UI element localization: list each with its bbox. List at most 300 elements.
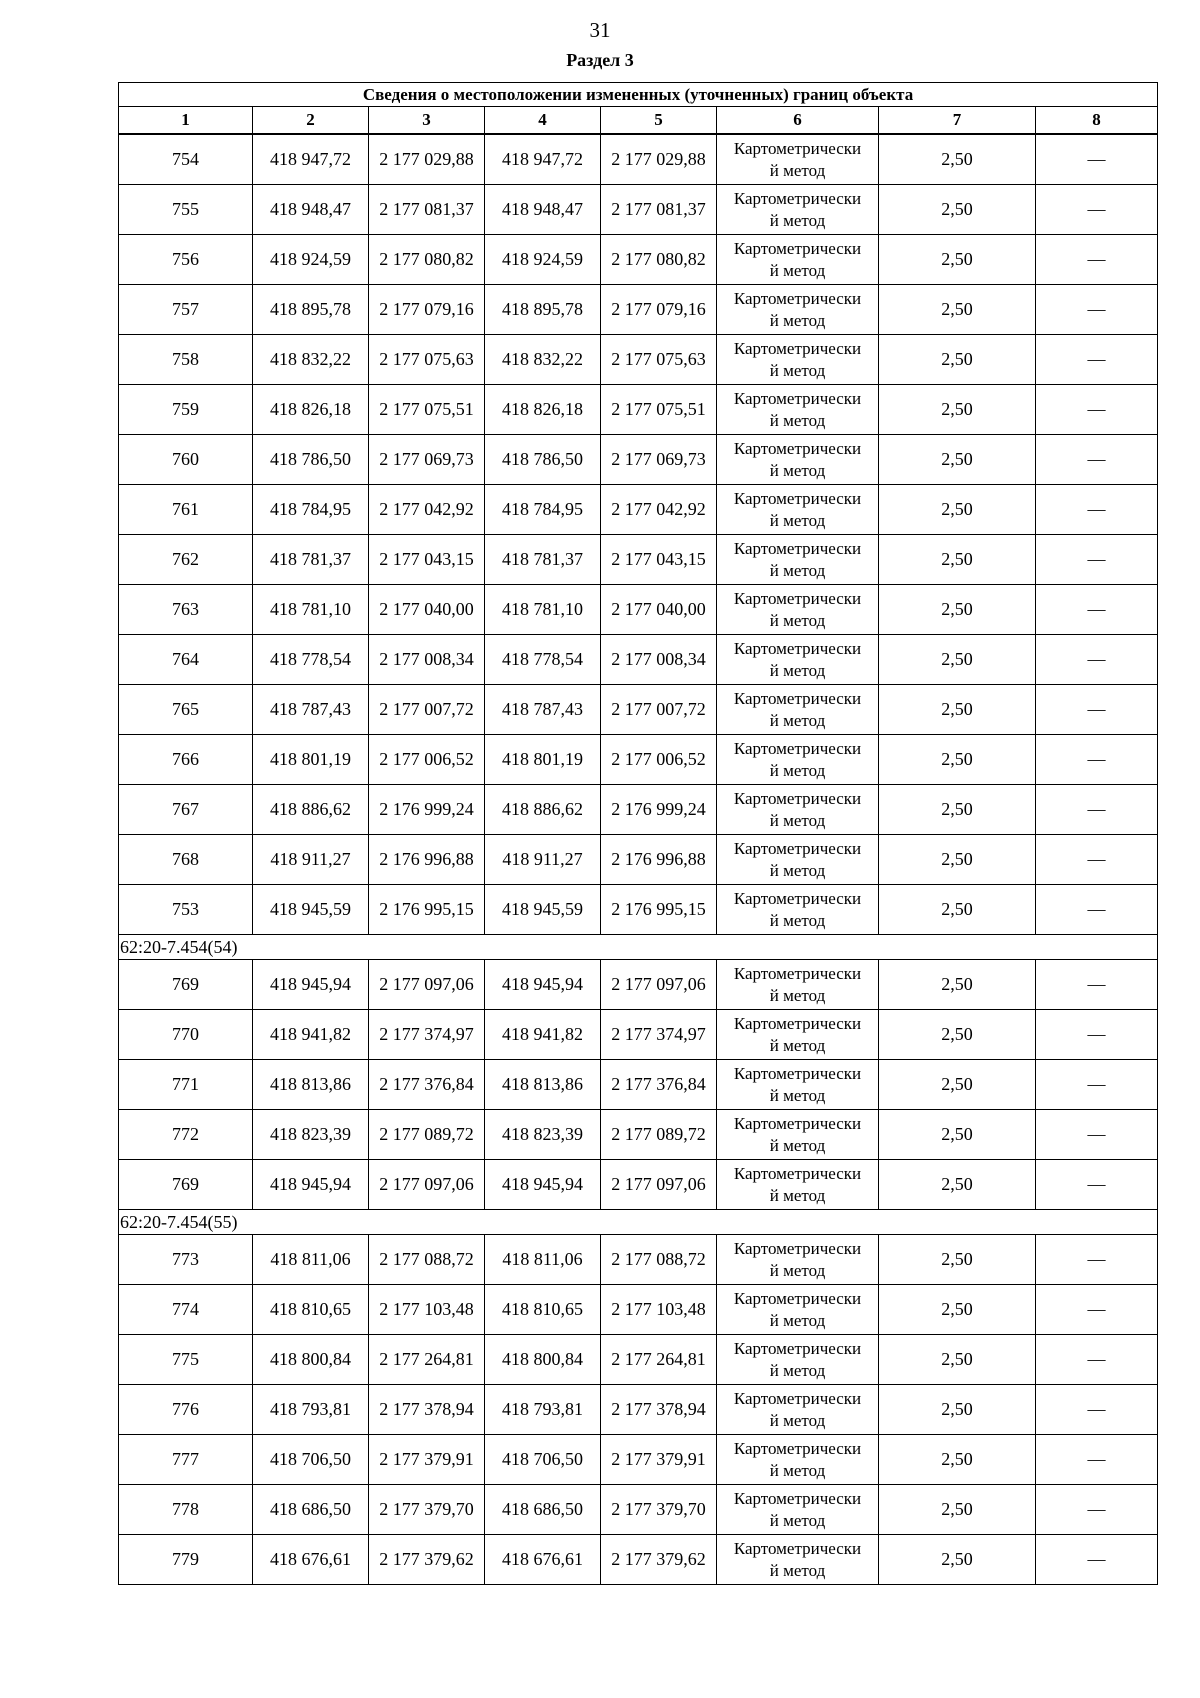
description-cell: — (1036, 435, 1158, 485)
method-text-line2: й метод (769, 1035, 826, 1055)
accuracy-cell: 2,50 (879, 1235, 1036, 1285)
method-cell (717, 1435, 879, 1485)
description-cell: — (1036, 685, 1158, 735)
x-old-cell: 418 947,72 (253, 134, 369, 185)
y-new-cell: 2 177 097,06 (601, 1160, 717, 1210)
method-cell (717, 885, 879, 935)
table-row (119, 1535, 1158, 1585)
method-text-line1: Картометрически (733, 838, 862, 858)
y-old-cell: 2 177 097,06 (369, 960, 485, 1010)
x-new-cell: 418 778,54 (485, 635, 601, 685)
table-row (119, 185, 1158, 235)
x-old-cell: 418 945,94 (253, 960, 369, 1010)
description-cell: — (1036, 535, 1158, 585)
description-cell: — (1036, 1435, 1158, 1485)
description-cell: — (1036, 960, 1158, 1010)
x-new-cell: 418 793,81 (485, 1385, 601, 1435)
x-new-cell: 418 924,59 (485, 235, 601, 285)
y-old-cell: 2 177 042,92 (369, 485, 485, 535)
method-text-line2: й метод (769, 1135, 826, 1155)
accuracy-cell: 2,50 (879, 685, 1036, 735)
method-cell (717, 1385, 879, 1435)
method-text-line2: й метод (769, 260, 826, 280)
column-header: 3 (369, 107, 485, 135)
y-new-cell: 2 177 103,48 (601, 1285, 717, 1335)
y-old-cell: 2 177 379,70 (369, 1485, 485, 1535)
description-cell: — (1036, 1335, 1158, 1385)
method-text-line1: Картометрически (733, 1388, 862, 1408)
x-old-cell: 418 810,65 (253, 1285, 369, 1335)
method-text-line2: й метод (769, 860, 826, 880)
y-new-cell: 2 177 029,88 (601, 134, 717, 185)
method-cell (717, 1110, 879, 1160)
point-number-cell: 756 (119, 235, 253, 285)
parcel-separator-row (119, 1210, 1158, 1235)
method-text-line1: Картометрически (733, 438, 862, 458)
point-number-cell: 753 (119, 885, 253, 935)
table-row (119, 1235, 1158, 1285)
method-text-line1: Картометрически (733, 638, 862, 658)
point-number-cell: 758 (119, 335, 253, 385)
description-cell: — (1036, 885, 1158, 935)
table-row (119, 1010, 1158, 1060)
point-number-cell: 765 (119, 685, 253, 735)
method-text-line1: Картометрически (733, 588, 862, 608)
x-old-cell: 418 826,18 (253, 385, 369, 435)
y-new-cell: 2 177 008,34 (601, 635, 717, 685)
table-row (119, 835, 1158, 885)
method-cell (717, 585, 879, 635)
accuracy-cell: 2,50 (879, 1535, 1036, 1585)
coordinates-table (118, 82, 1158, 1585)
description-cell: — (1036, 785, 1158, 835)
x-new-cell: 418 686,50 (485, 1485, 601, 1535)
method-text-line2: й метод (769, 1410, 826, 1430)
method-text-line1: Картометрически (733, 1113, 862, 1133)
accuracy-cell: 2,50 (879, 1285, 1036, 1335)
method-text-line1: Картометрически (733, 1488, 862, 1508)
y-new-cell: 2 177 379,91 (601, 1435, 717, 1485)
y-new-cell: 2 177 006,52 (601, 735, 717, 785)
table-row (119, 1335, 1158, 1385)
x-old-cell: 418 781,10 (253, 585, 369, 635)
method-text-line1: Картометрически (733, 388, 862, 408)
x-new-cell: 418 947,72 (485, 134, 601, 185)
y-new-cell: 2 177 080,82 (601, 235, 717, 285)
x-new-cell: 418 911,27 (485, 835, 601, 885)
point-number-cell: 754 (119, 134, 253, 185)
method-text-line1: Картометрически (733, 888, 862, 908)
x-new-cell: 418 676,61 (485, 1535, 601, 1585)
column-header: 1 (119, 107, 253, 135)
description-cell: — (1036, 1285, 1158, 1335)
method-text-line1: Картометрически (733, 538, 862, 558)
accuracy-cell: 2,50 (879, 1010, 1036, 1060)
accuracy-cell: 2,50 (879, 1160, 1036, 1210)
x-old-cell: 418 945,59 (253, 885, 369, 935)
parcel-label: 62:20-7.454(54) (119, 935, 1158, 960)
description-cell: — (1036, 485, 1158, 535)
y-old-cell: 2 176 995,15 (369, 885, 485, 935)
description-cell: — (1036, 235, 1158, 285)
method-text-line1: Картометрически (733, 338, 862, 358)
point-number-cell: 776 (119, 1385, 253, 1435)
y-old-cell: 2 177 379,62 (369, 1535, 485, 1585)
x-old-cell: 418 945,94 (253, 1160, 369, 1210)
accuracy-cell: 2,50 (879, 835, 1036, 885)
x-new-cell: 418 811,06 (485, 1235, 601, 1285)
table-row (119, 385, 1158, 435)
y-new-cell: 2 177 374,97 (601, 1010, 717, 1060)
method-text-line2: й метод (769, 985, 826, 1005)
y-old-cell: 2 177 376,84 (369, 1060, 485, 1110)
y-old-cell: 2 177 088,72 (369, 1235, 485, 1285)
column-header: 4 (485, 107, 601, 135)
method-text-line2: й метод (769, 660, 826, 680)
method-text-line1: Картометрически (733, 688, 862, 708)
description-cell: — (1036, 185, 1158, 235)
point-number-cell: 771 (119, 1060, 253, 1110)
table-row (119, 735, 1158, 785)
x-old-cell: 418 778,54 (253, 635, 369, 685)
description-cell: — (1036, 1060, 1158, 1110)
y-new-cell: 2 177 043,15 (601, 535, 717, 585)
method-text-line2: й метод (769, 1260, 826, 1280)
table-row (119, 785, 1158, 835)
table-title-row (119, 83, 1158, 107)
y-old-cell: 2 177 079,16 (369, 285, 485, 335)
y-old-cell: 2 177 097,06 (369, 1160, 485, 1210)
y-old-cell: 2 177 378,94 (369, 1385, 485, 1435)
description-cell: — (1036, 1235, 1158, 1285)
table-row (119, 335, 1158, 385)
x-old-cell: 418 911,27 (253, 835, 369, 885)
method-cell (717, 185, 879, 235)
point-number-cell: 760 (119, 435, 253, 485)
table-row (119, 635, 1158, 685)
accuracy-cell: 2,50 (879, 235, 1036, 285)
method-cell (717, 134, 879, 185)
accuracy-cell: 2,50 (879, 960, 1036, 1010)
y-new-cell: 2 177 040,00 (601, 585, 717, 635)
y-old-cell: 2 177 006,52 (369, 735, 485, 785)
y-old-cell: 2 177 379,91 (369, 1435, 485, 1485)
point-number-cell: 762 (119, 535, 253, 585)
description-cell: — (1036, 1485, 1158, 1535)
method-text-line2: й метод (769, 210, 826, 230)
method-text-line2: й метод (769, 760, 826, 780)
method-text-line1: Картометрически (733, 1538, 862, 1558)
table-row (119, 1160, 1158, 1210)
table-row (119, 1110, 1158, 1160)
x-new-cell: 418 786,50 (485, 435, 601, 485)
y-old-cell: 2 177 264,81 (369, 1335, 485, 1385)
point-number-cell: 763 (119, 585, 253, 635)
point-number-cell: 779 (119, 1535, 253, 1585)
x-old-cell: 418 676,61 (253, 1535, 369, 1585)
method-cell (717, 1235, 879, 1285)
y-old-cell: 2 177 374,97 (369, 1010, 485, 1060)
method-text-line2: й метод (769, 1460, 826, 1480)
x-new-cell: 418 800,84 (485, 1335, 601, 1385)
description-cell: — (1036, 585, 1158, 635)
method-cell (717, 685, 879, 735)
y-new-cell: 2 177 264,81 (601, 1335, 717, 1385)
x-new-cell: 418 801,19 (485, 735, 601, 785)
table-row (119, 1485, 1158, 1535)
x-new-cell: 418 886,62 (485, 785, 601, 835)
method-text-line2: й метод (769, 410, 826, 430)
y-old-cell: 2 177 008,34 (369, 635, 485, 685)
table-row (119, 1285, 1158, 1335)
x-old-cell: 418 948,47 (253, 185, 369, 235)
y-new-cell: 2 177 376,84 (601, 1060, 717, 1110)
y-old-cell: 2 176 996,88 (369, 835, 485, 885)
description-cell: — (1036, 335, 1158, 385)
description-cell: — (1036, 1535, 1158, 1585)
point-number-cell: 774 (119, 1285, 253, 1335)
point-number-cell: 772 (119, 1110, 253, 1160)
description-cell: — (1036, 735, 1158, 785)
point-number-cell: 764 (119, 635, 253, 685)
y-new-cell: 2 177 007,72 (601, 685, 717, 735)
accuracy-cell: 2,50 (879, 335, 1036, 385)
y-old-cell: 2 177 075,51 (369, 385, 485, 435)
x-new-cell: 418 948,47 (485, 185, 601, 235)
point-number-cell: 766 (119, 735, 253, 785)
x-new-cell: 418 810,65 (485, 1285, 601, 1335)
x-new-cell: 418 706,50 (485, 1435, 601, 1485)
x-old-cell: 418 686,50 (253, 1485, 369, 1535)
accuracy-cell: 2,50 (879, 635, 1036, 685)
point-number-cell: 769 (119, 960, 253, 1010)
x-new-cell: 418 941,82 (485, 1010, 601, 1060)
y-new-cell: 2 177 378,94 (601, 1385, 717, 1435)
y-old-cell: 2 177 089,72 (369, 1110, 485, 1160)
point-number-cell: 778 (119, 1485, 253, 1535)
table-row (119, 960, 1158, 1010)
y-new-cell: 2 177 097,06 (601, 960, 717, 1010)
table-row (119, 435, 1158, 485)
column-header: 7 (879, 107, 1036, 135)
method-text-line2: й метод (769, 810, 826, 830)
method-cell (717, 1285, 879, 1335)
x-old-cell: 418 941,82 (253, 1010, 369, 1060)
x-new-cell: 418 895,78 (485, 285, 601, 335)
point-number-cell: 757 (119, 285, 253, 335)
x-old-cell: 418 924,59 (253, 235, 369, 285)
method-cell (717, 1060, 879, 1110)
y-new-cell: 2 176 996,88 (601, 835, 717, 885)
accuracy-cell: 2,50 (879, 185, 1036, 235)
method-cell (717, 535, 879, 585)
column-header: 8 (1036, 107, 1158, 135)
parcel-label: 62:20-7.454(55) (119, 1210, 1158, 1235)
method-text-line2: й метод (769, 1085, 826, 1105)
table-row (119, 1435, 1158, 1485)
description-cell: — (1036, 1160, 1158, 1210)
table-row (119, 685, 1158, 735)
method-text-line1: Картометрически (733, 1163, 862, 1183)
table-title: Сведения о местоположении измененных (уточненных) границ объекта (119, 83, 1158, 107)
method-cell (717, 835, 879, 885)
x-old-cell: 418 832,22 (253, 335, 369, 385)
section-title: Раздел 3 (566, 50, 634, 70)
y-old-cell: 2 176 999,24 (369, 785, 485, 835)
column-number-row (119, 107, 1158, 135)
method-text-line1: Картометрически (733, 1338, 862, 1358)
accuracy-cell: 2,50 (879, 1485, 1036, 1535)
method-text-line2: й метод (769, 560, 826, 580)
method-text-line1: Картометрически (733, 1013, 862, 1033)
table-row (119, 134, 1158, 185)
y-new-cell: 2 177 089,72 (601, 1110, 717, 1160)
point-number-cell: 775 (119, 1335, 253, 1385)
y-new-cell: 2 177 075,51 (601, 385, 717, 435)
x-new-cell: 418 784,95 (485, 485, 601, 535)
y-new-cell: 2 177 081,37 (601, 185, 717, 235)
y-new-cell: 2 177 088,72 (601, 1235, 717, 1285)
method-cell (717, 435, 879, 485)
method-text-line2: й метод (769, 1310, 826, 1330)
y-old-cell: 2 177 043,15 (369, 535, 485, 585)
description-cell: — (1036, 1010, 1158, 1060)
method-text-line1: Картометрически (733, 188, 862, 208)
method-cell (717, 385, 879, 435)
method-cell (717, 785, 879, 835)
method-text-line1: Картометрически (733, 488, 862, 508)
parcel-separator-row (119, 935, 1158, 960)
method-text-line1: Картометрически (733, 288, 862, 308)
description-cell: — (1036, 285, 1158, 335)
accuracy-cell: 2,50 (879, 435, 1036, 485)
accuracy-cell: 2,50 (879, 535, 1036, 585)
method-text-line2: й метод (769, 160, 826, 180)
method-text-line1: Картометрически (733, 238, 862, 258)
table-row (119, 885, 1158, 935)
accuracy-cell: 2,50 (879, 1110, 1036, 1160)
x-old-cell: 418 811,06 (253, 1235, 369, 1285)
accuracy-cell: 2,50 (879, 485, 1036, 535)
method-text-line1: Картометрически (733, 788, 862, 808)
x-old-cell: 418 801,19 (253, 735, 369, 785)
method-cell (717, 285, 879, 335)
table-row (119, 235, 1158, 285)
table-row (119, 535, 1158, 585)
table-row (119, 585, 1158, 635)
y-old-cell: 2 177 069,73 (369, 435, 485, 485)
page-number: 31 (589, 18, 611, 42)
method-cell (717, 485, 879, 535)
method-text-line2: й метод (769, 710, 826, 730)
method-text-line2: й метод (769, 460, 826, 480)
method-text-line1: Картометрически (733, 963, 862, 983)
table-row (119, 485, 1158, 535)
y-new-cell: 2 176 999,24 (601, 785, 717, 835)
method-text-line2: й метод (769, 910, 826, 930)
point-number-cell: 768 (119, 835, 253, 885)
column-header: 6 (717, 107, 879, 135)
y-new-cell: 2 177 079,16 (601, 285, 717, 335)
x-old-cell: 418 895,78 (253, 285, 369, 335)
point-number-cell: 761 (119, 485, 253, 535)
method-cell (717, 735, 879, 785)
point-number-cell: 769 (119, 1160, 253, 1210)
x-old-cell: 418 886,62 (253, 785, 369, 835)
method-cell (717, 960, 879, 1010)
x-old-cell: 418 784,95 (253, 485, 369, 535)
column-header: 2 (253, 107, 369, 135)
method-cell (717, 635, 879, 685)
method-cell (717, 235, 879, 285)
accuracy-cell: 2,50 (879, 885, 1036, 935)
method-text-line2: й метод (769, 1560, 826, 1580)
accuracy-cell: 2,50 (879, 1060, 1036, 1110)
x-new-cell: 418 832,22 (485, 335, 601, 385)
x-new-cell: 418 781,10 (485, 585, 601, 635)
y-new-cell: 2 177 075,63 (601, 335, 717, 385)
y-old-cell: 2 177 103,48 (369, 1285, 485, 1335)
accuracy-cell: 2,50 (879, 1435, 1036, 1485)
x-old-cell: 418 823,39 (253, 1110, 369, 1160)
point-number-cell: 773 (119, 1235, 253, 1285)
point-number-cell: 770 (119, 1010, 253, 1060)
y-old-cell: 2 177 080,82 (369, 235, 485, 285)
method-text-line1: Картометрически (733, 1238, 862, 1258)
method-text-line2: й метод (769, 1185, 826, 1205)
accuracy-cell: 2,50 (879, 1385, 1036, 1435)
method-text-line1: Картометрически (733, 138, 862, 158)
accuracy-cell: 2,50 (879, 1335, 1036, 1385)
description-cell: — (1036, 385, 1158, 435)
method-cell (717, 335, 879, 385)
point-number-cell: 777 (119, 1435, 253, 1485)
x-new-cell: 418 823,39 (485, 1110, 601, 1160)
description-cell: — (1036, 1110, 1158, 1160)
accuracy-cell: 2,50 (879, 585, 1036, 635)
x-old-cell: 418 813,86 (253, 1060, 369, 1110)
x-new-cell: 418 826,18 (485, 385, 601, 435)
method-text-line1: Картометрически (733, 1288, 862, 1308)
x-new-cell: 418 781,37 (485, 535, 601, 585)
x-old-cell: 418 786,50 (253, 435, 369, 485)
y-old-cell: 2 177 040,00 (369, 585, 485, 635)
x-old-cell: 418 793,81 (253, 1385, 369, 1435)
x-new-cell: 418 787,43 (485, 685, 601, 735)
table-row (119, 285, 1158, 335)
y-new-cell: 2 177 379,70 (601, 1485, 717, 1535)
y-new-cell: 2 177 379,62 (601, 1535, 717, 1585)
description-cell: — (1036, 835, 1158, 885)
y-old-cell: 2 177 007,72 (369, 685, 485, 735)
x-new-cell: 418 945,59 (485, 885, 601, 935)
x-old-cell: 418 706,50 (253, 1435, 369, 1485)
method-text-line1: Картометрически (733, 1063, 862, 1083)
x-new-cell: 418 813,86 (485, 1060, 601, 1110)
y-old-cell: 2 177 075,63 (369, 335, 485, 385)
point-number-cell: 767 (119, 785, 253, 835)
method-cell (717, 1160, 879, 1210)
table-row (119, 1385, 1158, 1435)
y-new-cell: 2 177 069,73 (601, 435, 717, 485)
x-old-cell: 418 800,84 (253, 1335, 369, 1385)
y-new-cell: 2 176 995,15 (601, 885, 717, 935)
x-old-cell: 418 781,37 (253, 535, 369, 585)
x-new-cell: 418 945,94 (485, 960, 601, 1010)
method-text-line2: й метод (769, 510, 826, 530)
y-old-cell: 2 177 081,37 (369, 185, 485, 235)
description-cell: — (1036, 1385, 1158, 1435)
